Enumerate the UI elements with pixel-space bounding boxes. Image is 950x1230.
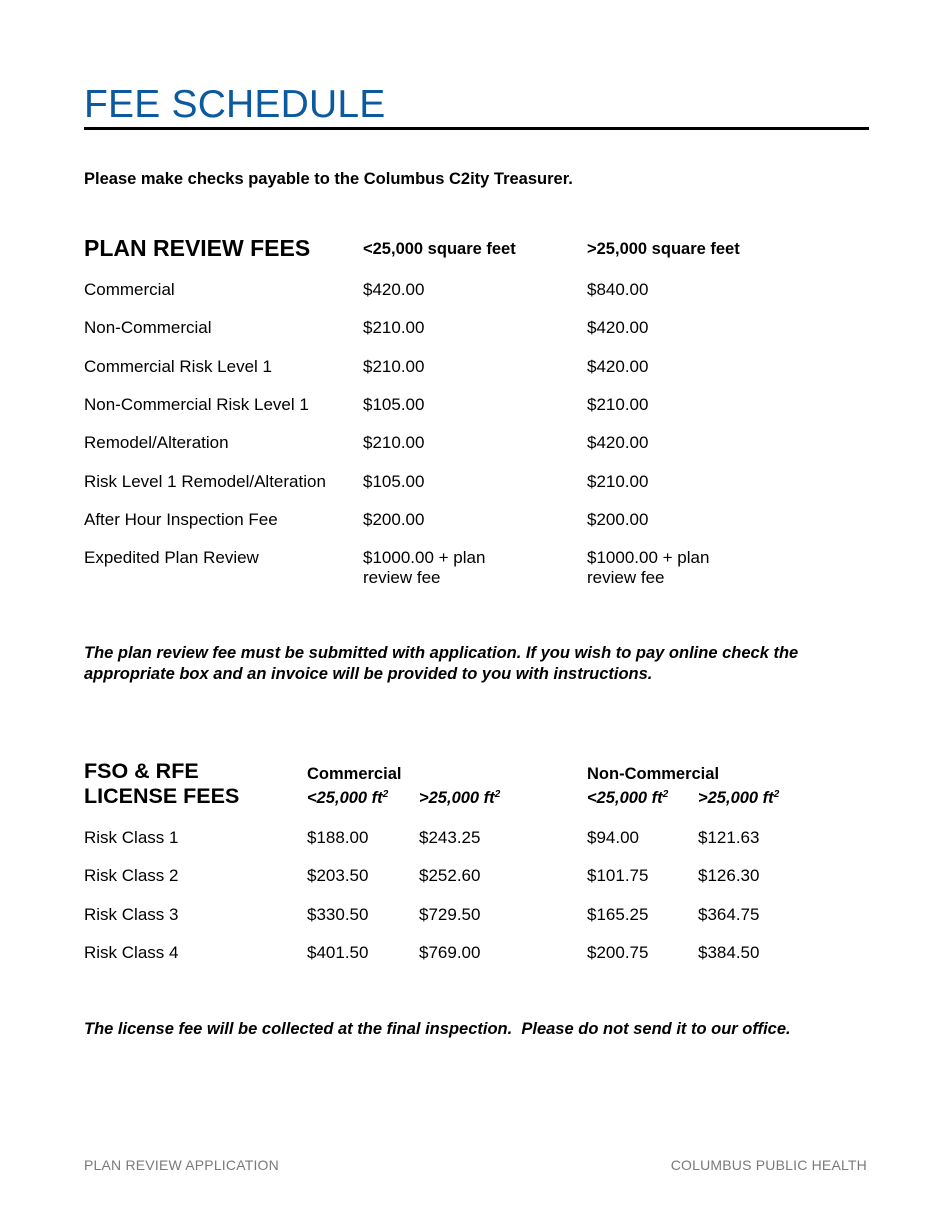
plan-row-small <box>363 548 533 588</box>
plan-row-label: Risk Level 1 Remodel/Alteration <box>84 472 326 491</box>
license-row-commercial-small: $203.50 <box>307 866 369 885</box>
license-sub-noncommercial-small <box>587 788 668 808</box>
license-sub-exponent: 2 <box>773 789 780 800</box>
license-row-noncommercial-large: $384.50 <box>698 943 760 962</box>
plan-row-small: $210.00 <box>363 357 425 376</box>
license-row-noncommercial-large: $121.63 <box>698 828 760 847</box>
license-row-commercial-large: $252.60 <box>419 866 481 885</box>
plan-row-label: Remodel/Alteration <box>84 433 229 452</box>
license-group-noncommercial: Non-Commercial <box>587 765 720 783</box>
license-group-commercial: Commercial <box>307 765 402 783</box>
license-heading-line1: FSO & RFE <box>84 759 199 783</box>
license-row-noncommercial-large: $126.30 <box>698 866 760 885</box>
license-row-noncommercial-small: $165.25 <box>587 905 649 924</box>
license-row-commercial-small: $188.00 <box>307 828 369 847</box>
footer-right-text: COLUMBUS PUBLIC HEALTH <box>670 1157 867 1173</box>
plan-review-note-line2: appropriate box and an invoice will be provided to you with instructions. <box>84 664 653 683</box>
plan-row-small: $420.00 <box>363 280 425 299</box>
license-row-commercial-large: $729.50 <box>419 905 481 924</box>
plan-row-label: Non-Commercial <box>84 318 212 337</box>
license-row-commercial-large: $769.00 <box>419 943 481 962</box>
plan-row-large-line2: review fee <box>587 568 665 587</box>
license-row-noncommercial-small: $200.75 <box>587 943 649 962</box>
plan-row-small: $105.00 <box>363 472 425 491</box>
license-heading-line2: LICENSE FEES <box>84 784 240 808</box>
license-row-label: Risk Class 2 <box>84 866 179 885</box>
license-row-noncommercial-small: $94.00 <box>587 828 639 847</box>
checks-payable-note: Please make checks payable to the Columbus C2ity Treasurer. <box>84 170 573 188</box>
license-row-commercial-large: $243.25 <box>419 828 481 847</box>
plan-row-small: $105.00 <box>363 395 425 414</box>
plan-review-heading: PLAN REVIEW FEES <box>84 235 311 261</box>
license-sub-text: <25,000 ft <box>307 789 383 807</box>
license-sub-noncommercial-large <box>698 788 779 808</box>
plan-row-label: Commercial <box>84 280 175 299</box>
plan-row-small-line1: $1000.00 + plan <box>363 548 486 567</box>
plan-row-large: $210.00 <box>587 395 649 414</box>
plan-row-large: $420.00 <box>587 357 649 376</box>
plan-row-label: After Hour Inspection Fee <box>84 510 278 529</box>
plan-review-note <box>84 643 854 684</box>
license-sub-text: >25,000 ft <box>698 789 774 807</box>
plan-col-small: <25,000 square feet <box>363 240 516 258</box>
plan-row-label: Commercial Risk Level 1 <box>84 357 272 376</box>
plan-row-large-line1: $1000.00 + plan <box>587 548 710 567</box>
license-sub-text: <25,000 ft <box>587 789 663 807</box>
page-title: FEE SCHEDULE <box>84 83 386 126</box>
plan-row-large: $420.00 <box>587 318 649 337</box>
license-row-label: Risk Class 3 <box>84 905 179 924</box>
license-row-commercial-small: $330.50 <box>307 905 369 924</box>
license-sub-text: >25,000 ft <box>419 789 495 807</box>
license-row-label: Risk Class 1 <box>84 828 179 847</box>
license-sub-exponent: 2 <box>382 789 389 800</box>
license-row-noncommercial-large: $364.75 <box>698 905 760 924</box>
license-heading <box>84 759 284 809</box>
plan-row-small: $200.00 <box>363 510 425 529</box>
plan-row-label: Expedited Plan Review <box>84 548 259 567</box>
footer-left-text: PLAN REVIEW APPLICATION <box>84 1157 279 1173</box>
license-row-noncommercial-small: $101.75 <box>587 866 649 885</box>
license-sub-commercial-small <box>307 788 388 808</box>
plan-row-small: $210.00 <box>363 318 425 337</box>
plan-row-small-line2: review fee <box>363 568 441 587</box>
license-fee-note: The license fee will be collected at the final inspection. Please do not send it to our office. <box>84 1020 791 1038</box>
license-sub-exponent: 2 <box>494 789 501 800</box>
plan-row-large: $210.00 <box>587 472 649 491</box>
plan-review-header <box>84 233 869 265</box>
plan-row-large: $420.00 <box>587 433 649 452</box>
license-sub-exponent: 2 <box>662 789 669 800</box>
plan-row-large: $840.00 <box>587 280 649 299</box>
title-divider <box>84 127 869 130</box>
license-row-commercial-small: $401.50 <box>307 943 369 962</box>
license-row-label: Risk Class 4 <box>84 943 179 962</box>
plan-review-note-line1: The plan review fee must be submitted with application. If you wish to pay online check the <box>84 644 799 662</box>
license-sub-commercial-large <box>419 788 500 808</box>
plan-row-small: $210.00 <box>363 433 425 452</box>
plan-row-label: Non-Commercial Risk Level 1 <box>84 395 309 414</box>
plan-col-large: >25,000 square feet <box>587 240 740 258</box>
plan-row-large <box>587 548 757 588</box>
plan-row-large: $200.00 <box>587 510 649 529</box>
